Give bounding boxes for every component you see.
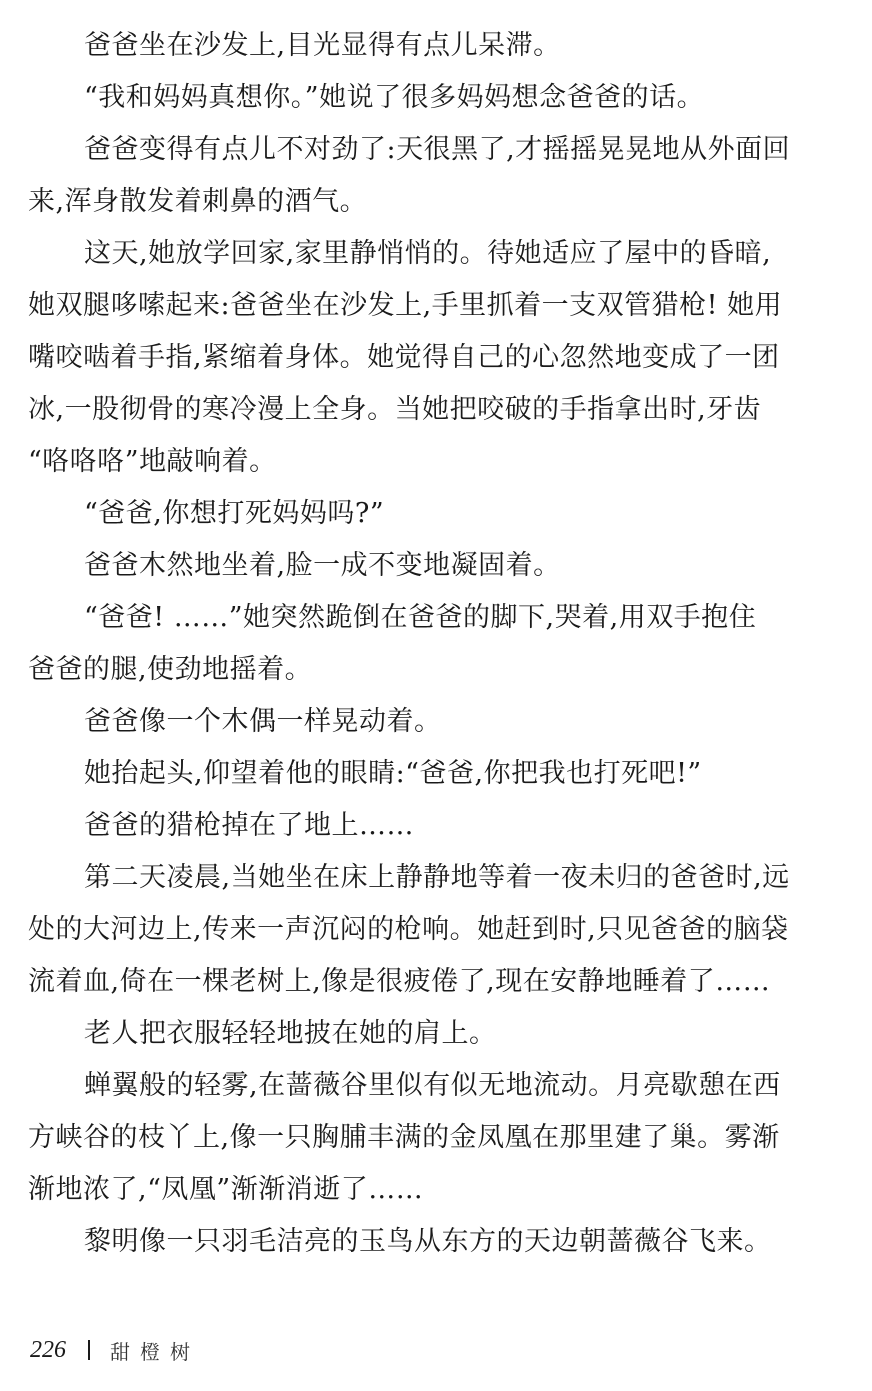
text-line: 来,浑身散发着刺鼻的酒气。 — [28, 186, 368, 217]
text-line: “咯咯咯”地敲响着。 — [28, 446, 277, 477]
text-line: 爸爸变得有点儿不对劲了:天很黑了,才摇摇晃晃地从外面回 — [84, 134, 791, 165]
text-line: 嘴咬啮着手指,紧缩着身体。她觉得自己的心忽然地变成了一团 — [28, 342, 780, 373]
text-line: “我和妈妈真想你。”她说了很多妈妈想念爸爸的话。 — [84, 82, 705, 113]
text-line: 她抬起头,仰望着他的眼睛:“爸爸,你把我也打死吧!” — [84, 758, 702, 789]
text-line: 冰,一股彻骨的寒冷漫上全身。当她把咬破的手指拿出时,牙齿 — [28, 394, 762, 425]
text-line: 爸爸像一个木偶一样晃动着。 — [84, 706, 442, 737]
text-line: 爸爸木然地坐着,脸一成不变地凝固着。 — [84, 550, 561, 581]
text-line: 她双腿哆嗦起来:爸爸坐在沙发上,手里抓着一支双管猎枪! 她用 — [28, 290, 783, 321]
text-line: 爸爸的腿,使劲地摇着。 — [28, 654, 313, 685]
book-title: 甜橙树 — [110, 1339, 200, 1364]
text-line: 渐地浓了,“凤凰”渐渐消逝了…… — [28, 1174, 424, 1205]
text-line: 黎明像一只羽毛洁亮的玉鸟从东方的天边朝蔷薇谷飞来。 — [84, 1226, 772, 1257]
text-line: 老人把衣服轻轻地披在她的肩上。 — [84, 1018, 497, 1049]
text-line: 爸爸坐在沙发上,目光显得有点儿呆滞。 — [84, 30, 561, 61]
text-line: 蝉翼般的轻雾,在蔷薇谷里似有似无地流动。月亮歇憩在西 — [84, 1070, 781, 1101]
footer-divider — [88, 1340, 90, 1360]
text-line: 这天,她放学回家,家里静悄悄的。待她适应了屋中的昏暗, — [84, 238, 772, 269]
text-line: “爸爸! ……”她突然跪倒在爸爸的脚下,哭着,用双手抱住 — [84, 602, 757, 633]
text-line: “爸爸,你想打死妈妈吗?” — [84, 498, 385, 529]
page-number: 226 — [30, 1336, 66, 1363]
page-footer — [30, 1330, 200, 1370]
text-line: 处的大河边上,传来一声沉闷的枪响。她赶到时,只见爸爸的脑袋 — [28, 914, 789, 945]
text-line: 爸爸的猎枪掉在了地上…… — [84, 810, 414, 841]
text-line: 第二天凌晨,当她坐在床上静静地等着一夜未归的爸爸时,远 — [84, 862, 790, 893]
text-line: 流着血,倚在一棵老树上,像是很疲倦了,现在安静地睡着了…… — [28, 966, 771, 997]
text-line: 方峡谷的枝丫上,像一只胸脯丰满的金凤凰在那里建了巢。雾渐 — [28, 1122, 780, 1153]
